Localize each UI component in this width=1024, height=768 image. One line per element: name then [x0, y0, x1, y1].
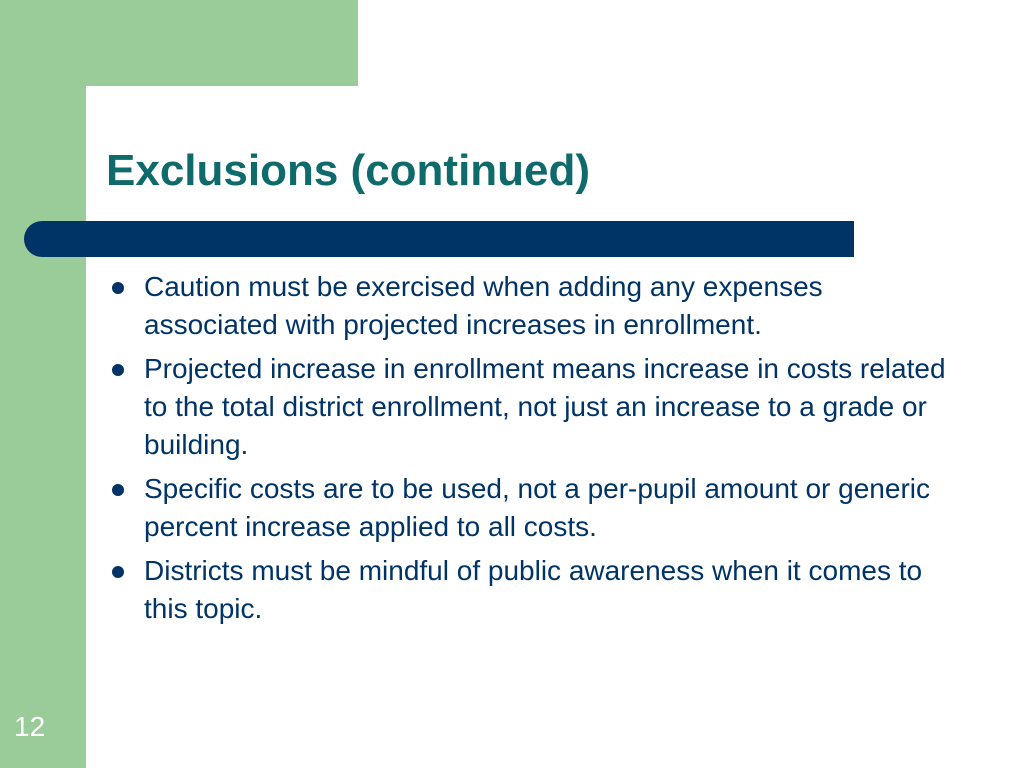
sidebar-background	[0, 0, 86, 768]
bullet-text: Specific costs are to be used, not a per-pupil amount or generic percent increase applied to all costs.	[144, 473, 930, 542]
bullet-list	[106, 268, 956, 634]
bullet-item	[106, 268, 956, 344]
bullet-item	[106, 552, 956, 628]
bullet-text: Districts must be mindful of public awareness when it comes to this topic.	[144, 555, 923, 624]
bullet-dot-icon	[112, 484, 124, 496]
slide-number: 12	[14, 711, 46, 742]
top-accent-background	[0, 0, 358, 86]
bullet-dot-icon	[112, 282, 124, 294]
slide-title: Exclusions (continued)	[106, 146, 591, 195]
bullet-item	[106, 470, 956, 546]
bullet-text: Projected increase in enrollment means increase in costs related to the total district enrollment, not just an increase to a grade or building.	[144, 353, 946, 460]
bullet-dot-icon	[112, 566, 124, 578]
bullet-item	[106, 350, 956, 464]
bullet-dot-icon	[112, 364, 124, 376]
bullet-text: Caution must be exercised when adding any expenses associated with projected increases in enrollment.	[144, 271, 823, 340]
title-divider-bar	[24, 221, 854, 257]
